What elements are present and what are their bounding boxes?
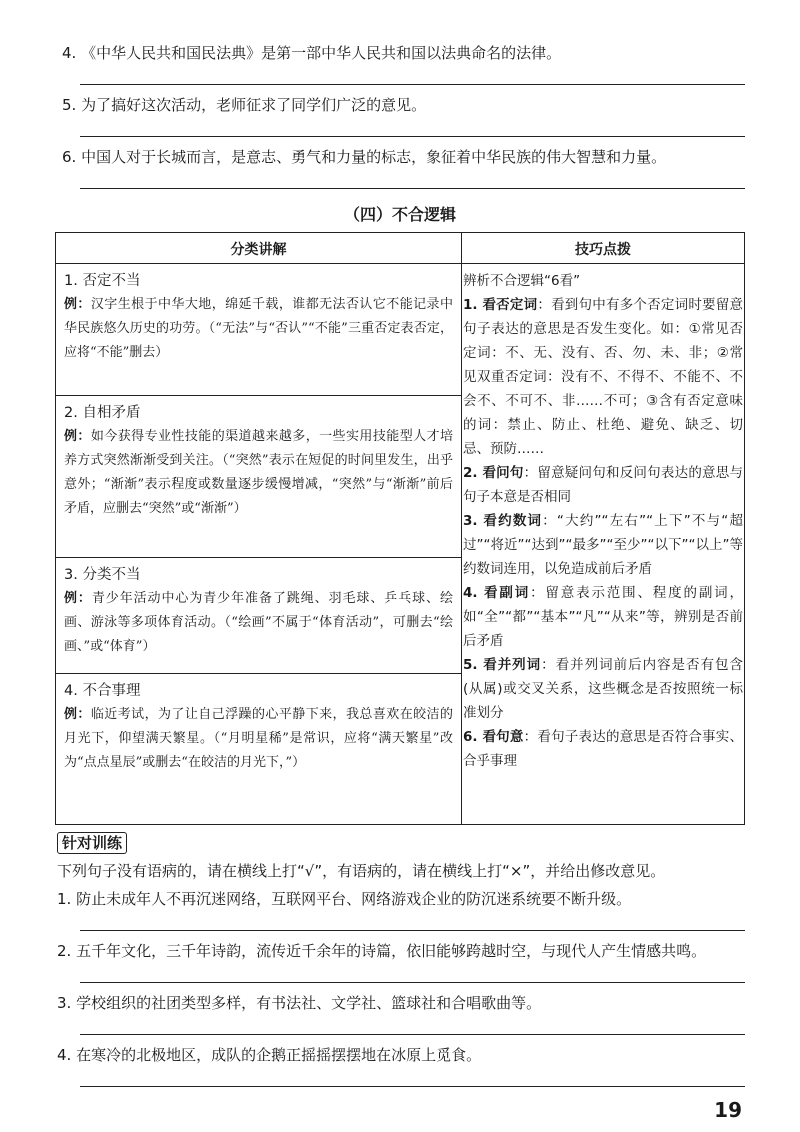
item-text: 五千年文化，三千年诗韵，流传近千余年的诗篇，依旧能够跨越时空，与现代人产生情感共鸣。 <box>76 942 707 960</box>
answer-line[interactable] <box>80 930 745 931</box>
item-text: 学校组织的社团类型多样，有书法社、文学社、篮球社和合唱歌曲等。 <box>76 994 542 1012</box>
category-title: 4. 不合事理 <box>64 683 141 699</box>
question-6 <box>62 146 666 167</box>
category-example: 例：临近考试，为了让自己浮躁的心平静下来，我总喜欢在皎洁的月光下，仰望满天繁星。（“月明星稀”是常识，应将“满天繁星”改为“点点星辰”或删去“在皎洁的月光下，”） <box>64 707 453 770</box>
category-title: 2. 自相矛盾 <box>64 405 141 421</box>
item-text: 防止未成年人不再沉迷网络，互联网平台、网络游戏企业的防沉迷系统要不断升级。 <box>76 890 632 908</box>
tips-column <box>463 269 743 773</box>
practice-item-3 <box>57 992 541 1013</box>
item-number: 1. <box>57 890 72 908</box>
question-number: 6. <box>62 148 77 166</box>
question-number: 4. <box>62 44 77 62</box>
section-title: （四）不合逻辑 <box>343 205 456 224</box>
answer-line[interactable] <box>80 1086 745 1087</box>
tip-item: 5. 看并列词：看并列词前后内容是否有包含(从属)或交叉关系，这些概念是否按照统一标准划分 <box>463 657 744 721</box>
question-5 <box>62 94 426 115</box>
tips-heading: 辨析不合逻辑“6看” <box>463 273 581 289</box>
category-example: 例：青少年活动中心为青少年准备了跳绳、羽毛球、乒乓球、绘画、游泳等多项体育活动。（“绘画”不属于“体育活动”，可删去“绘画、”或“体育”） <box>64 591 453 654</box>
category-cell-contradiction <box>56 395 461 557</box>
practice-item-4 <box>57 1044 481 1065</box>
practice-instruction: 下列句子没有语病的，请在横线上打“√”，有语病的，请在横线上打“×”，并给出修改意见。 <box>57 862 666 880</box>
category-cell-negation <box>56 263 461 395</box>
practice-item-2 <box>57 940 706 961</box>
right-column-header: 技巧点拨 <box>575 242 631 258</box>
question-text: 中国人对于长城而言，是意志、勇气和力量的标志，象征着中华民族的伟大智慧和力量。 <box>81 148 667 166</box>
tip-item: 2. 看问句：留意疑问句和反问句表达的意思与句子本意是否相同 <box>463 465 743 505</box>
tip-item: 6. 看句意：看句子表达的意思是否符合事实、合乎事理 <box>463 729 743 769</box>
left-column-header: 分类讲解 <box>230 242 287 258</box>
question-number: 5. <box>62 96 77 114</box>
practice-badge: 针对训练 <box>57 832 127 854</box>
tip-item: 3. 看约数词：“大约”“左右”“上下”不与“超过”“将近”“达到”“最多”“至少”“以下”“以上”等约数词连用，以免造成前后矛盾 <box>463 513 743 577</box>
table-header-row <box>56 233 744 264</box>
item-number: 3. <box>57 994 72 1012</box>
answer-line[interactable] <box>80 1034 745 1035</box>
category-cell-classification <box>56 557 461 673</box>
answer-line[interactable] <box>80 136 745 137</box>
logic-error-table <box>55 232 745 825</box>
item-text: 在寒冷的北极地区，成队的企鹅正摇摇摆摆地在冰原上觅食。 <box>76 1046 482 1064</box>
answer-line[interactable] <box>80 84 745 85</box>
category-title: 1. 否定不当 <box>64 273 141 289</box>
practice-item-1 <box>57 888 631 909</box>
category-title: 3. 分类不当 <box>64 567 141 583</box>
item-number: 2. <box>57 942 72 960</box>
answer-line[interactable] <box>80 188 745 189</box>
item-number: 4. <box>57 1046 72 1064</box>
tip-item: 4. 看副词：留意表示范围、程度的副词，如“全”“都”“基本”“凡”“从来”等，辨别是否前后矛盾 <box>463 585 744 649</box>
question-4 <box>62 42 561 63</box>
tip-item: 1. 看否定词：看到句中有多个否定词时要留意句子表达的意思是否发生变化。如：①常见否定词：不、无、没有、否、勿、未、非；②常见双重否定词：没有不、不得不、不能不、不会不、不可不、非……不可；③含有否定意味的词：禁止、防止、杜绝、避免、缺乏、切忌、预防…… <box>463 297 744 457</box>
page-number: 19 <box>714 1098 742 1122</box>
category-example: 例：如今获得专业性技能的渠道越来越多，一些实用技能型人才培养方式突然渐渐受到关注。（“突然”表示在短促的时间里发生，出乎意外；“渐渐”表示程度或数量逐步缓慢增减，“突然”与“渐渐”前后矛盾，应删去“突然”或“渐渐”） <box>64 429 453 516</box>
answer-line[interactable] <box>80 982 745 983</box>
question-text: 为了搞好这次活动，老师征求了同学们广泛的意见。 <box>81 96 427 114</box>
category-example: 例：汉字生根于中华大地，绵延千载，谁都无法否认它不能记录中华民族悠久历史的功劳。（“无法”与“否认”“不能”三重否定表否定，应将“不能”删去） <box>64 297 453 360</box>
column-divider <box>461 233 462 824</box>
question-text: 《中华人民共和国民法典》是第一部中华人民共和国以法典命名的法律。 <box>81 44 562 62</box>
category-cell-common-sense <box>56 673 461 823</box>
